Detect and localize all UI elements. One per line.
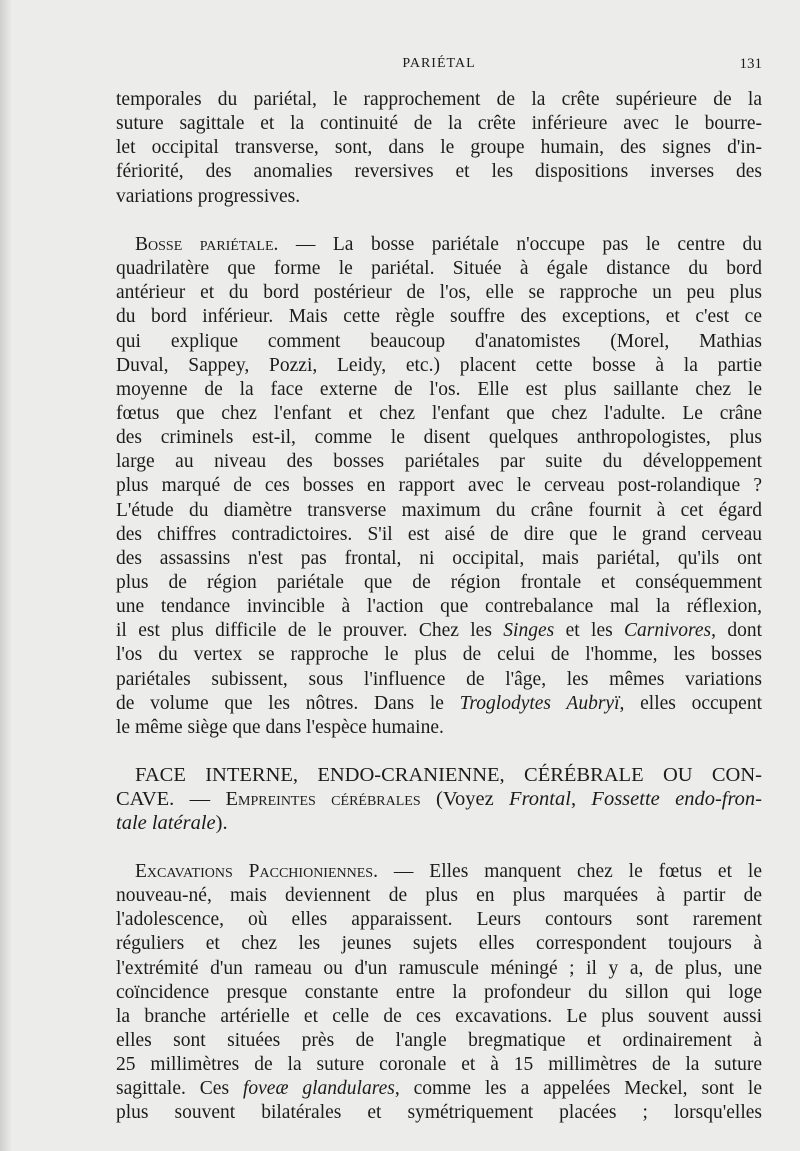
text-line xyxy=(116,595,762,619)
text-segment: des chiffres contradictoires. S'il est aisé de dire que le grand cerveau xyxy=(116,523,762,545)
small-caps-text: Empreintes cérébrales xyxy=(225,788,421,811)
text-line xyxy=(116,1005,762,1029)
text-line xyxy=(116,643,762,667)
running-title: PARIÉTAL xyxy=(402,56,476,71)
section-heading-face-interne xyxy=(116,763,762,835)
text-line xyxy=(116,523,762,547)
text-line xyxy=(116,619,762,643)
text-line xyxy=(116,860,762,884)
italic-text: Carnivores xyxy=(624,620,712,642)
text-segment: let occipital transverse, sont, dans le groupe humain, des signes d'in- xyxy=(116,137,762,159)
text-segment: plus marqué de ces bosses en rapport avec le cerveau post-rolandique ? xyxy=(116,475,762,497)
text-segment: Duval, Sappey, Pozzi, Leidy, etc.) placent cette bosse à la partie xyxy=(116,354,762,376)
text-segment: sagittale. Ces xyxy=(116,1078,243,1100)
text-segment: 25 millimètres de la suture coronale et à 15 millimètres de la suture xyxy=(116,1054,762,1076)
text-line xyxy=(116,378,762,402)
page-scan-edge xyxy=(0,0,12,1151)
text-line xyxy=(116,474,762,498)
text-line xyxy=(116,354,762,378)
text-line xyxy=(116,787,762,811)
text-line xyxy=(116,1053,762,1077)
text-segment: l'extrémité d'un rameau ou d'un ramuscule méningé ; il y a, de plus, une xyxy=(116,957,762,979)
text-line xyxy=(116,811,762,835)
text-line xyxy=(116,1029,762,1053)
italic-text: Troglodytes Aubryï xyxy=(459,692,620,714)
text-segment: il est plus difficile de le prouver. Chez les xyxy=(116,620,504,642)
text-line xyxy=(116,547,762,571)
text-segment: fœtus que chez l'enfant et chez l'enfant que chez l'adulte. Le crâne xyxy=(116,402,762,424)
text-segment: plus de région pariétale que de région frontale et conséquemment xyxy=(116,571,762,593)
text-line xyxy=(116,884,762,908)
text-segment: — Elles manquent chez le fœtus et le xyxy=(377,861,762,882)
text-segment: suture sagittale et la continuité de la crête inférieure avec le bourre- xyxy=(116,113,762,135)
text-segment: pariétales subissent, sous l'influence de l'âge, les mêmes variations xyxy=(116,668,762,690)
text-segment: L'étude du diamètre transverse maximum du crâne fournit à cet égard xyxy=(116,499,762,521)
text-segment: variations progressives. xyxy=(116,185,301,207)
text-segment: — La bosse pariétale n'occupe pas le centre du xyxy=(278,234,762,255)
paragraph-continuation xyxy=(116,88,762,209)
text-line xyxy=(116,257,762,281)
text-line xyxy=(116,160,762,184)
text-segment: et les xyxy=(554,620,625,642)
text-segment: réguliers et chez les jeunes sujets elles correspondent toujours à xyxy=(116,933,762,955)
text-segment: CAVE. — xyxy=(116,788,226,811)
text-line xyxy=(116,136,762,160)
text-line xyxy=(116,426,762,450)
text-line xyxy=(116,305,762,329)
text-line xyxy=(116,450,762,474)
text-segment: , comme les a appelées Meckel, sont le xyxy=(394,1078,762,1100)
paragraph-bosse-parietale xyxy=(116,233,762,740)
text-segment: , elles occupent xyxy=(619,692,762,714)
text-segment: du bord inférieur. Mais cette règle souffre des exceptions, et c'est ce xyxy=(116,306,762,328)
text-line xyxy=(116,1077,762,1101)
text-line xyxy=(116,1101,762,1125)
small-caps-text: Bosse pariétale. xyxy=(135,234,279,255)
text-line xyxy=(116,233,762,257)
text-segment: (Voyez xyxy=(420,788,510,811)
text-segment: des criminels est-il, comme le disent quelques anthropologistes, plus xyxy=(116,427,762,449)
text-segment: le même siège que dans l'espèce humaine. xyxy=(116,716,444,738)
italic-text: foveæ glandulares xyxy=(242,1078,395,1100)
italic-text: Fossette endo-fron- xyxy=(591,788,762,811)
text-segment: des assassins n'est pas frontal, ni occipital, mais pariétal, qu'ils ont xyxy=(116,547,762,569)
page-number: 131 xyxy=(739,56,762,72)
text-segment: moyenne de la face externe de l'os. Elle est plus saillante chez le xyxy=(116,378,762,400)
text-line xyxy=(116,330,762,354)
italic-text: Frontal xyxy=(509,788,571,811)
italic-text: tale latérale xyxy=(116,812,216,835)
text-segment: qui explique comment beaucoup d'anatomistes (Morel, Mathias xyxy=(116,330,762,352)
text-segment: elles sont situées près de l'angle bregmatique et ordinairement à xyxy=(116,1029,762,1051)
text-segment: quadrilatère que forme le pariétal. Située à égale distance du bord xyxy=(116,258,762,280)
text-segment: temporales du pariétal, le rapprochement de la crête supérieure de la xyxy=(116,89,762,110)
text-segment: large au niveau des bosses pariétales par suite du développement xyxy=(116,451,762,473)
text-line xyxy=(116,932,762,956)
text-segment: plus souvent bilatérales et symétriquement placées ; lorsqu'elles xyxy=(116,1102,762,1124)
text-line xyxy=(116,499,762,523)
text-segment: l'adolescence, où elles apparaissent. Leurs contours sont rarement xyxy=(116,909,762,931)
text-segment: , xyxy=(570,788,592,811)
text-line xyxy=(116,281,762,305)
text-segment: FACE INTERNE, ENDO-CRANIENNE, CÉRÉBRALE OU CON- xyxy=(135,764,762,786)
small-caps-text: Excavations Pacchioniennes. xyxy=(135,861,378,882)
italic-text: Singes xyxy=(503,620,555,642)
text-segment: une tendance invincible à l'action que contrebalance mal la réflexion, xyxy=(116,596,762,618)
text-line xyxy=(116,185,762,209)
text-line xyxy=(116,692,762,716)
text-line xyxy=(116,88,762,112)
text-segment: antérieur et du bord postérieur de l'os, elle se rapproche un peu plus xyxy=(116,282,762,304)
text-segment: la branche artérielle et celle de ces excavations. Le plus souvent aussi xyxy=(116,1005,762,1027)
paragraph-excavations-pacchioniennes xyxy=(116,860,762,1126)
text-line xyxy=(116,668,762,692)
text-line xyxy=(116,908,762,932)
text-line xyxy=(116,763,762,787)
text-line xyxy=(116,402,762,426)
text-segment: de volume que les nôtres. Dans le xyxy=(116,692,460,714)
text-line xyxy=(116,981,762,1005)
text-line xyxy=(116,112,762,136)
running-header xyxy=(116,56,762,80)
text-segment: ). xyxy=(215,812,228,835)
text-segment: fériorité, des anomalies reversives et les dispositions inverses des xyxy=(116,161,762,183)
text-line xyxy=(116,957,762,981)
text-line xyxy=(116,716,762,740)
text-line xyxy=(116,571,762,595)
text-segment: coïncidence presque constante entre la profondeur du sillon qui loge xyxy=(116,981,762,1003)
text-segment: , dont xyxy=(711,620,762,642)
text-segment: nouveau-né, mais deviennent de plus en plus marquées à partir de xyxy=(116,885,762,907)
text-segment: l'os du vertex se rapproche le plus de celui de l'homme, les bosses xyxy=(116,644,762,666)
